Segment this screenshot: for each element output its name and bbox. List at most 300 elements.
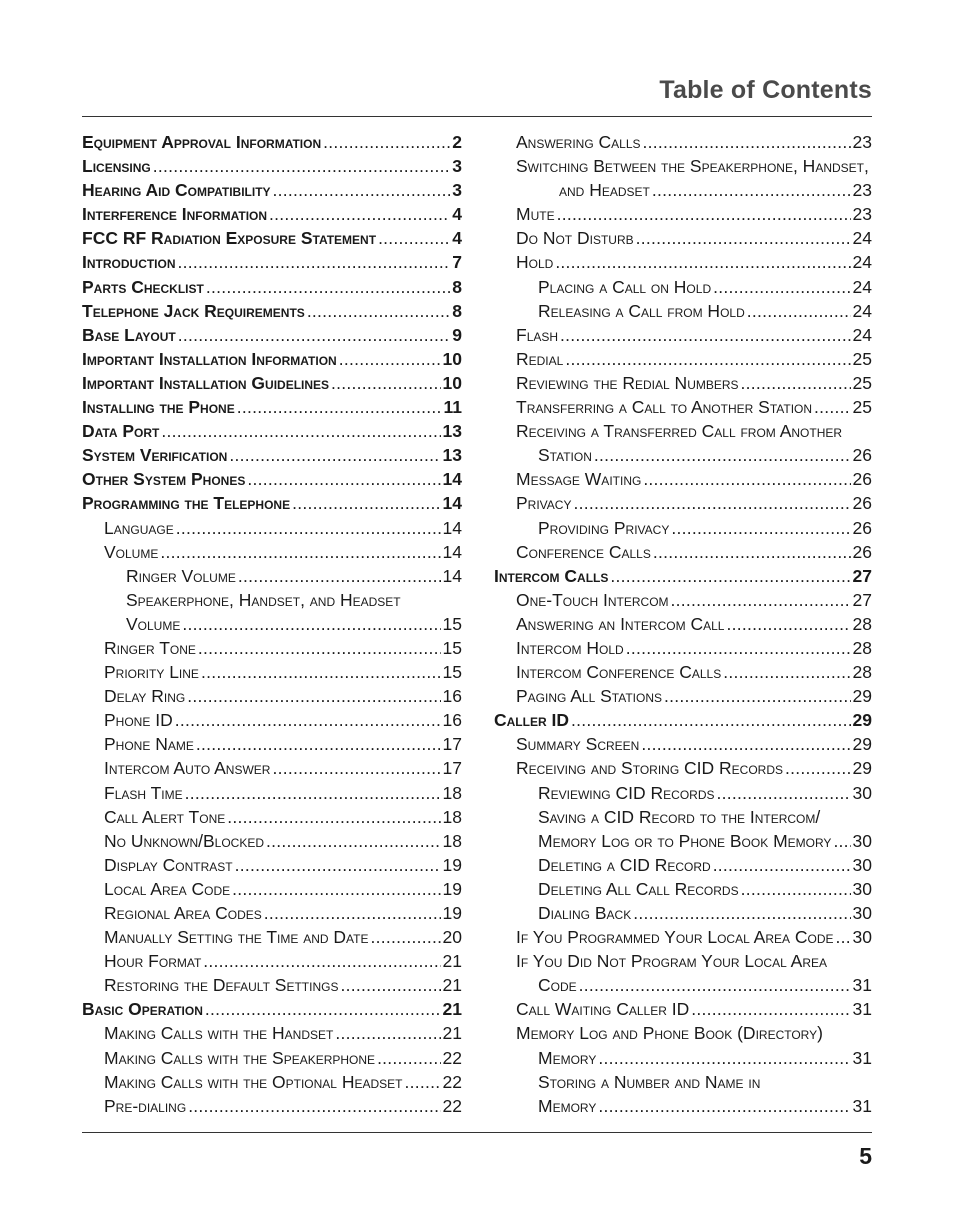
toc-entry-page-number: 8 <box>452 276 462 297</box>
toc-entry-label: Privacy <box>516 493 572 514</box>
toc-dot-leader <box>339 347 441 371</box>
toc-dot-leader <box>557 202 851 226</box>
toc-dot-leader <box>836 925 851 949</box>
toc-entry-label: Speakerphone, Handset, and Headset <box>126 589 401 610</box>
toc-entry[interactable] <box>82 275 462 299</box>
toc-dot-leader <box>555 250 850 274</box>
toc-entry-page-number: 14 <box>442 469 462 490</box>
toc-entry[interactable] <box>82 660 462 684</box>
toc-entry-label: Other System Phones <box>82 469 246 490</box>
toc-entry-label: Providing Privacy <box>538 517 670 538</box>
toc-entry[interactable] <box>494 395 872 419</box>
toc-entry-page-number: 2 <box>452 132 462 152</box>
toc-dot-leader <box>331 371 440 395</box>
toc-dot-leader <box>653 540 851 564</box>
toc-entry-label: Making Calls with the Speakerphone <box>104 1047 376 1068</box>
toc-entry[interactable] <box>494 805 872 829</box>
toc-dot-leader <box>594 443 851 467</box>
toc-entry-page-number: 23 <box>852 180 872 201</box>
footer-rule <box>82 1132 872 1133</box>
toc-entry-label: Licensing <box>82 156 151 177</box>
toc-entry-label: Flash <box>516 324 559 345</box>
toc-dot-leader <box>636 226 851 250</box>
toc-entry-label: Installing the Phone <box>82 397 235 418</box>
toc-entry-page-number: 24 <box>852 276 872 297</box>
toc-dot-leader <box>610 564 850 588</box>
toc-dot-leader <box>238 564 441 588</box>
toc-entry-page-number: 21 <box>442 975 462 996</box>
toc-dot-leader <box>323 130 450 154</box>
toc-entry[interactable] <box>82 491 462 515</box>
toc-dot-leader <box>201 660 441 684</box>
toc-entry[interactable] <box>82 588 462 612</box>
toc-dot-leader <box>671 588 851 612</box>
toc-entry-page-number: 24 <box>852 324 872 345</box>
toc-entry-page-number: 26 <box>852 469 872 490</box>
toc-entry[interactable] <box>494 467 872 491</box>
toc-dot-leader <box>664 684 851 708</box>
toc-entry-page-number: 25 <box>852 372 872 393</box>
toc-dot-leader <box>652 178 851 202</box>
toc-entry-page-number: 4 <box>452 204 462 225</box>
toc-dot-leader <box>626 636 851 660</box>
toc-entry-label: and Headset <box>559 180 650 201</box>
toc-entry[interactable] <box>494 130 872 154</box>
toc-entry[interactable] <box>494 202 872 226</box>
toc-entry[interactable] <box>82 1094 462 1118</box>
toc-entry-label: Memory <box>538 1095 597 1116</box>
toc-entry-page-number: 16 <box>442 710 462 731</box>
toc-entry-page-number: 11 <box>443 397 462 418</box>
toc-entry-page-number: 31 <box>852 1095 872 1116</box>
toc-entry-page-number: 4 <box>452 228 462 249</box>
toc-entry[interactable] <box>494 877 872 901</box>
toc-entry-label: Storing a Number and Name in <box>538 1071 761 1092</box>
toc-entry-label: Memory <box>538 1047 597 1068</box>
toc-entry-page-number: 15 <box>442 613 462 634</box>
toc-entry[interactable] <box>494 708 872 732</box>
toc-dot-leader <box>726 612 850 636</box>
toc-entry-page-number: 28 <box>852 637 872 658</box>
toc-dot-leader <box>571 708 851 732</box>
toc-entry-label: Mute <box>516 204 555 225</box>
toc-entry[interactable] <box>82 250 462 274</box>
toc-entry-page-number: 7 <box>452 252 462 273</box>
toc-entry[interactable] <box>494 684 872 708</box>
toc-entry[interactable] <box>82 1070 462 1094</box>
toc-dot-leader <box>716 781 850 805</box>
toc-entry[interactable] <box>494 178 872 202</box>
toc-dot-leader <box>565 347 850 371</box>
toc-entry-label: Message Waiting <box>516 469 642 490</box>
toc-entry-label: Local Area Code <box>104 878 231 899</box>
toc-dot-leader <box>598 1094 850 1118</box>
toc-entry[interactable] <box>82 612 462 636</box>
toc-entry[interactable] <box>494 660 872 684</box>
toc-entry[interactable] <box>494 925 872 949</box>
toc-entry-page-number: 15 <box>442 637 462 658</box>
toc-entry-page-number: 31 <box>852 975 872 996</box>
toc-entry-page-number: 16 <box>442 686 462 707</box>
toc-entry-label: Receiving a Transferred Call from Another <box>516 421 843 442</box>
toc-entry[interactable] <box>82 154 462 178</box>
toc-entry[interactable] <box>82 202 462 226</box>
toc-entry-label: Answering Calls <box>516 132 641 152</box>
toc-entry[interactable] <box>82 564 462 588</box>
toc-entry[interactable] <box>494 1021 872 1045</box>
toc-entry-label: Call Waiting Caller ID <box>516 999 690 1020</box>
toc-entry[interactable] <box>82 299 462 323</box>
toc-entry[interactable] <box>494 540 872 564</box>
toc-entry[interactable] <box>82 323 462 347</box>
toc-entry[interactable] <box>82 419 462 443</box>
toc-entry-page-number: 28 <box>852 613 872 634</box>
toc-entry-page-number: 19 <box>442 878 462 899</box>
toc-entry[interactable] <box>82 540 462 564</box>
toc-entry-page-number: 18 <box>442 782 462 803</box>
toc-entry-label: Deleting a CID Record <box>538 854 711 875</box>
toc-entry-page-number: 19 <box>442 903 462 923</box>
toc-entry[interactable] <box>82 226 462 250</box>
toc-dot-leader <box>723 660 850 684</box>
toc-entry-label: FCC RF Radiation Exposure Statement <box>82 228 377 249</box>
toc-entry[interactable] <box>82 684 462 708</box>
toc-entry[interactable] <box>494 1094 872 1118</box>
toc-dot-leader <box>273 178 451 202</box>
toc-entry-page-number: 14 <box>442 517 462 538</box>
toc-dot-leader <box>269 202 450 226</box>
toc-entry-page-number: 14 <box>442 541 462 562</box>
toc-entry[interactable] <box>494 250 872 274</box>
toc-entry-page-number: 31 <box>852 999 872 1020</box>
toc-entry-page-number: 8 <box>452 300 462 321</box>
toc-dot-leader <box>227 805 440 829</box>
toc-entry-label: Call Alert Tone <box>104 806 226 827</box>
page-title: Table of Contents <box>659 76 872 104</box>
toc-dot-leader <box>235 853 441 877</box>
toc-entry-label: Restoring the Default Settings <box>104 975 339 996</box>
toc-dot-leader <box>405 1070 441 1094</box>
toc-dot-leader <box>176 516 441 540</box>
toc-entry-page-number: 22 <box>442 1095 462 1116</box>
toc-entry[interactable] <box>494 1046 872 1070</box>
toc-entry-label: Interference Information <box>82 204 268 225</box>
toc-entry[interactable] <box>494 299 872 323</box>
toc-entry[interactable] <box>82 732 462 756</box>
toc-dot-leader <box>229 443 440 467</box>
toc-entry-page-number: 19 <box>442 854 462 875</box>
toc-entry[interactable] <box>82 997 462 1021</box>
toc-entry-label: Answering an Intercom Call <box>516 613 725 634</box>
toc-entry[interactable] <box>494 516 872 540</box>
toc-dot-leader <box>178 250 451 274</box>
toc-entry-page-number: 23 <box>852 132 872 152</box>
toc-dot-leader <box>713 853 851 877</box>
toc-dot-leader <box>814 395 850 419</box>
toc-entry-page-number: 21 <box>442 999 462 1020</box>
toc-entry[interactable] <box>82 805 462 829</box>
toc-entry-page-number: 21 <box>442 1023 462 1044</box>
toc-entry-label: Important Installation Information <box>82 348 337 369</box>
toc-entry[interactable] <box>494 275 872 299</box>
toc-entry[interactable] <box>494 371 872 395</box>
toc-entry[interactable] <box>494 973 872 997</box>
toc-dot-leader <box>560 323 850 347</box>
toc-entry-page-number: 17 <box>442 758 462 779</box>
toc-entry-label: Basic Operation <box>82 999 203 1020</box>
toc-entry-label: Flash Time <box>104 782 183 803</box>
toc-entry-page-number: 27 <box>852 565 872 586</box>
toc-entry-label: Intercom Auto Answer <box>104 758 271 779</box>
toc-entry-page-number: 26 <box>852 517 872 538</box>
toc-entry-label: Memory Log or to Phone Book Memory <box>538 830 832 851</box>
toc-entry[interactable] <box>82 467 462 491</box>
toc-dot-leader <box>335 1021 440 1045</box>
toc-entry-page-number: 28 <box>852 662 872 683</box>
toc-entry[interactable] <box>494 419 872 443</box>
toc-dot-leader <box>340 973 440 997</box>
toc-entry-label: Hold <box>516 252 554 273</box>
toc-dot-leader <box>153 154 451 178</box>
toc-dot-leader <box>377 1046 440 1070</box>
toc-entry[interactable] <box>82 901 462 925</box>
toc-entry-label: Deleting All Call Records <box>538 878 739 899</box>
toc-dot-leader <box>161 419 440 443</box>
toc-entry[interactable] <box>82 1021 462 1045</box>
toc-entry[interactable] <box>82 443 462 467</box>
toc-entry-label: If You Did Not Program Your Local Area <box>516 951 828 972</box>
toc-left-column <box>82 130 462 1118</box>
toc-entry-label: Volume <box>104 541 159 562</box>
toc-entry-page-number: 17 <box>442 734 462 755</box>
toc-entry[interactable] <box>82 371 462 395</box>
toc-dot-leader <box>206 275 450 299</box>
toc-dot-leader <box>785 756 851 780</box>
toc-dot-leader <box>160 540 440 564</box>
toc-dot-leader <box>178 323 451 347</box>
toc-entry-label: Regional Area Codes <box>104 903 262 923</box>
toc-entry[interactable] <box>82 516 462 540</box>
toc-dot-leader <box>182 612 440 636</box>
toc-entry[interactable] <box>494 564 872 588</box>
toc-entry[interactable] <box>82 636 462 660</box>
toc-entry[interactable] <box>494 491 872 515</box>
toc-dot-leader <box>573 491 850 515</box>
toc-entry-page-number: 25 <box>852 397 872 418</box>
toc-dot-leader <box>196 732 441 756</box>
toc-dot-leader <box>378 226 450 250</box>
toc-dot-leader <box>641 732 850 756</box>
toc-entry-page-number: 24 <box>852 300 872 321</box>
toc-entry-label: Intercom Conference Calls <box>516 662 722 683</box>
toc-dot-leader <box>371 925 441 949</box>
toc-dot-leader <box>175 708 441 732</box>
toc-entry[interactable] <box>494 997 872 1021</box>
toc-entry-page-number: 18 <box>442 806 462 827</box>
toc-entry-label: Priority Line <box>104 662 199 683</box>
toc-entry-label: Important Installation Guidelines <box>82 372 330 393</box>
toc-entry-label: Making Calls with the Optional Headset <box>104 1071 403 1092</box>
toc-entry-label: Transferring a Call to Another Station <box>516 397 813 418</box>
toc-entry[interactable] <box>82 973 462 997</box>
toc-entry-label: Do Not Disturb <box>516 228 634 249</box>
toc-entry-page-number: 18 <box>442 830 462 851</box>
toc-entry-page-number: 13 <box>442 445 462 466</box>
toc-entry-label: Reviewing CID Records <box>538 782 715 803</box>
toc-entry-page-number: 3 <box>452 180 462 201</box>
toc-entry[interactable] <box>494 853 872 877</box>
toc-dot-leader <box>266 829 441 853</box>
toc-entry-label: Code <box>538 975 577 996</box>
toc-dot-leader <box>741 371 851 395</box>
toc-entry-label: Making Calls with the Handset <box>104 1023 334 1044</box>
toc-entry-label: Language <box>104 517 174 538</box>
toc-dot-leader <box>264 901 441 925</box>
toc-entry[interactable] <box>494 443 872 467</box>
toc-entry-page-number: 29 <box>852 686 872 707</box>
toc-entry-page-number: 20 <box>442 927 462 948</box>
toc-entry[interactable] <box>82 347 462 371</box>
toc-entry[interactable] <box>82 853 462 877</box>
toc-entry[interactable] <box>494 154 872 178</box>
toc-entry-page-number: 26 <box>852 445 872 466</box>
toc-entry-label: No Unknown/Blocked <box>104 830 265 851</box>
toc-entry-label: Parts Checklist <box>82 276 204 297</box>
toc-entry-label: Redial <box>516 348 564 369</box>
toc-entry-page-number: 27 <box>852 589 872 610</box>
toc-entry-page-number: 10 <box>442 372 462 393</box>
toc-entry-label: Programming the Telephone <box>82 493 291 514</box>
toc-entry-page-number: 30 <box>852 782 872 803</box>
toc-entry-label: Manually Setting the Time and Date <box>104 927 369 948</box>
toc-dot-leader <box>643 467 850 491</box>
toc-entry-page-number: 21 <box>442 951 462 972</box>
toc-dot-leader <box>643 130 851 154</box>
toc-dot-leader <box>633 901 850 925</box>
toc-entry[interactable] <box>494 612 872 636</box>
toc-entry-page-number: 30 <box>852 878 872 899</box>
toc-entry-label: If You Programmed Your Local Area Code <box>516 927 834 948</box>
toc-entry-label: Intercom Calls <box>494 565 609 586</box>
toc-entry[interactable] <box>82 756 462 780</box>
toc-entry-page-number: 3 <box>452 156 462 177</box>
toc-entry-label: Placing a Call on Hold <box>538 276 712 297</box>
toc-entry[interactable] <box>82 708 462 732</box>
toc-entry-page-number: 30 <box>852 830 872 851</box>
toc-entry-label: Data Port <box>82 421 160 442</box>
toc-entry[interactable] <box>494 588 872 612</box>
toc-entry-label: Station <box>538 445 592 466</box>
toc-dot-leader <box>292 491 440 515</box>
toc-entry[interactable] <box>494 347 872 371</box>
toc-entry-label: Hour Format <box>104 951 202 972</box>
toc-entry-label: Display Contrast <box>104 854 233 875</box>
toc-entry-label: Phone Name <box>104 734 194 755</box>
toc-entry-page-number: 25 <box>852 348 872 369</box>
toc-entry-page-number: 10 <box>442 348 462 369</box>
toc-entry[interactable] <box>82 1046 462 1070</box>
toc-entry-page-number: 31 <box>852 1047 872 1068</box>
toc-entry-label: Ringer Tone <box>104 637 196 658</box>
toc-entry[interactable] <box>494 323 872 347</box>
toc-entry-label: Pre-dialing <box>104 1095 187 1116</box>
toc-entry[interactable] <box>494 829 872 853</box>
toc-dot-leader <box>833 829 850 853</box>
toc-entry[interactable] <box>82 877 462 901</box>
toc-entry[interactable] <box>494 636 872 660</box>
toc-entry[interactable] <box>82 949 462 973</box>
toc-dot-leader <box>741 877 851 901</box>
toc-entry-label: Releasing a Call from Hold <box>538 300 745 321</box>
toc-entry-page-number: 22 <box>442 1071 462 1092</box>
toc-dot-leader <box>187 684 440 708</box>
toc-entry[interactable] <box>82 829 462 853</box>
toc-entry-label: Hearing Aid Compatibility <box>82 180 271 201</box>
toc-entry-page-number: 14 <box>442 493 462 514</box>
toc-entry-label: Dialing Back <box>538 903 632 923</box>
toc-entry[interactable] <box>82 130 462 154</box>
toc-entry[interactable] <box>494 1070 872 1094</box>
toc-dot-leader <box>232 877 440 901</box>
toc-entry-label: System Verification <box>82 445 228 466</box>
toc-dot-leader <box>203 949 440 973</box>
toc-dot-leader <box>272 756 440 780</box>
toc-entry-label: Base Layout <box>82 324 176 345</box>
toc-entry[interactable] <box>494 756 872 780</box>
toc-dot-leader <box>188 1094 440 1118</box>
toc-entry-page-number: 24 <box>852 252 872 273</box>
toc-entry-page-number: 30 <box>852 854 872 875</box>
toc-entry[interactable] <box>494 901 872 925</box>
toc-entry[interactable] <box>494 732 872 756</box>
toc-entry-page-number: 13 <box>442 421 462 442</box>
header-rule <box>82 116 872 117</box>
toc-entry-label: Memory Log and Phone Book (Directory) <box>516 1023 823 1044</box>
toc-entry-label: Paging All Stations <box>516 686 663 707</box>
toc-entry-page-number: 14 <box>442 565 462 586</box>
toc-dot-leader <box>307 299 450 323</box>
toc-entry[interactable] <box>82 781 462 805</box>
toc-entry-page-number: 26 <box>852 541 872 562</box>
toc-entry-label: Phone ID <box>104 710 173 731</box>
toc-dot-leader <box>237 395 442 419</box>
toc-entry-label: Ringer Volume <box>126 565 236 586</box>
toc-entry-label: Delay Ring <box>104 686 186 707</box>
toc-entry[interactable] <box>82 178 462 202</box>
toc-entry[interactable] <box>494 949 872 973</box>
toc-dot-leader <box>747 299 851 323</box>
toc-entry-label: Introduction <box>82 252 176 273</box>
toc-dot-leader <box>691 997 850 1021</box>
toc-entry-page-number: 30 <box>852 903 872 923</box>
toc-dot-leader <box>205 997 441 1021</box>
toc-entry[interactable] <box>82 925 462 949</box>
toc-entry[interactable] <box>494 226 872 250</box>
toc-dot-leader <box>579 973 851 997</box>
toc-entry-label: Telephone Jack Requirements <box>82 300 305 321</box>
toc-entry[interactable] <box>494 781 872 805</box>
toc-entry[interactable] <box>82 395 462 419</box>
toc-entry-page-number: 22 <box>442 1047 462 1068</box>
toc-dot-leader <box>671 516 850 540</box>
toc-entry-page-number: 26 <box>852 493 872 514</box>
toc-entry-label: Reviewing the Redial Numbers <box>516 372 739 393</box>
toc-entry-page-number: 29 <box>852 758 872 779</box>
toc-dot-leader <box>713 275 850 299</box>
toc-entry-label: Summary Screen <box>516 734 640 755</box>
toc-dot-leader <box>598 1046 850 1070</box>
toc-entry-label: Saving a CID Record to the Intercom/ <box>538 806 821 827</box>
